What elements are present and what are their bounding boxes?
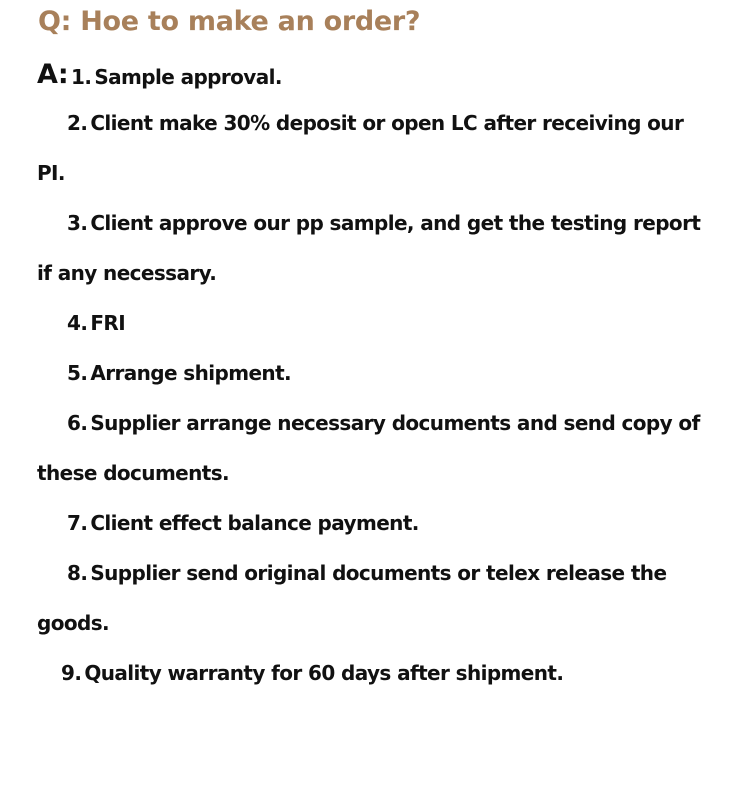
step-3 xyxy=(67,213,700,233)
step-number: 9. xyxy=(61,661,82,685)
step-6 xyxy=(67,413,700,433)
question-heading: Q: Hoe to make an order? xyxy=(38,6,421,37)
step-number: 4. xyxy=(67,311,88,335)
step-text: Supplier send original documents or telex release the xyxy=(90,561,667,585)
step-text: Sample approval. xyxy=(94,65,282,89)
step-number: 7. xyxy=(67,511,88,535)
step-text: Quality warranty for 60 days after shipment. xyxy=(84,661,564,685)
step-8 xyxy=(67,563,666,583)
step-5 xyxy=(67,363,291,383)
step-text: Client make 30% deposit or open LC after receiving our xyxy=(90,111,684,135)
step-6-continuation: these documents. xyxy=(37,461,230,485)
step-number: 8. xyxy=(67,561,88,585)
answer-label: A: xyxy=(37,59,69,90)
step-1 xyxy=(71,67,282,87)
step-8-continuation: goods. xyxy=(37,611,110,635)
step-number: 3. xyxy=(67,211,88,235)
step-4 xyxy=(67,313,125,333)
step-7 xyxy=(67,513,419,533)
step-9 xyxy=(61,663,563,683)
step-number: 6. xyxy=(67,411,88,435)
step-text: Client approve our pp sample, and get the testing report xyxy=(90,211,701,235)
step-text: Arrange shipment. xyxy=(90,361,292,385)
step-number: 1. xyxy=(71,65,92,89)
step-2-continuation: PI. xyxy=(37,161,65,185)
step-number: 5. xyxy=(67,361,88,385)
step-text: FRI xyxy=(90,311,126,335)
step-number: 2. xyxy=(67,111,88,135)
step-2 xyxy=(67,113,683,133)
step-text: Supplier arrange necessary documents and send copy of xyxy=(90,411,700,435)
step-3-continuation: if any necessary. xyxy=(37,261,217,285)
step-text: Client effect balance payment. xyxy=(90,511,419,535)
